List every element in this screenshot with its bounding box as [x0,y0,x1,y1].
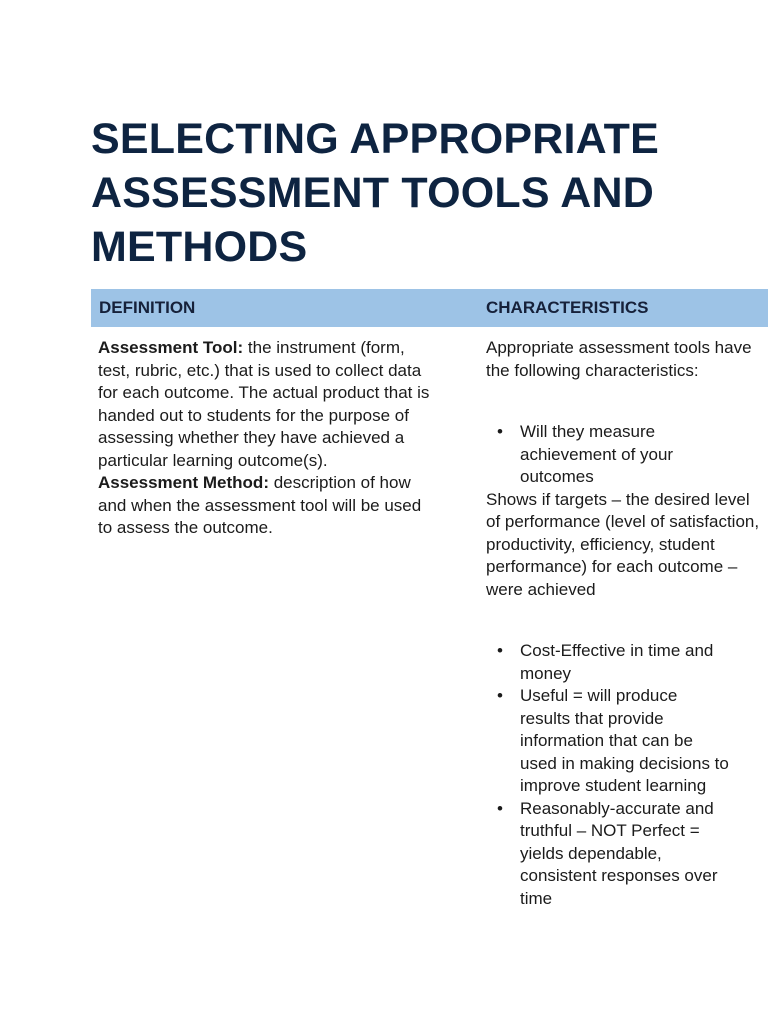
title-line: METHODS [91,223,308,271]
text-line: truthful – NOT Perfect = [520,821,700,840]
bullet-icon: • [497,641,503,660]
text-line: consistent responses over [520,866,718,885]
title-line: ASSESSMENT TOOLS AND [91,169,655,217]
text-line: money [520,663,572,683]
text-line: information that can be [520,731,693,750]
text-line: the instrument (form, [243,338,405,357]
text-line: Reasonably-accurate and [520,798,714,818]
assessment-tool-term: Assessment Tool: [98,338,244,357]
bullet-item-cost-effective [486,640,768,685]
characteristics-cell [486,337,768,910]
text-line: used in making decisions to [520,753,729,773]
text-line: Useful = will produce [520,686,678,705]
text-line: test, rubric, etc.) that is used to collect data [98,360,422,380]
text-line: time [520,888,553,908]
page-title [91,112,731,274]
text-line: productivity, efficiency, student [486,534,715,554]
text-line: handed out to students for the purpose of [98,405,409,425]
table-header-row [91,289,768,327]
assessment-method-term: Assessment Method: [98,473,269,492]
text-line: Cost-Effective in time and [520,641,714,660]
text-line: Appropriate assessment tools have [486,338,752,357]
spacer [486,382,768,421]
text-line: particular learning outcome(s). [98,450,328,470]
text-line: for each outcome. The actual product that is [98,383,430,402]
assessment-method-line [98,472,470,495]
bullet-item-measure [486,421,768,489]
bullet-icon: • [497,798,503,818]
text-line: the following characteristics: [486,360,699,380]
bullet-icon: • [497,422,503,441]
text-line: achievement of your [520,444,674,464]
text-line: to assess the outcome. [98,518,273,537]
title-line: SELECTING APPROPRIATE [91,115,660,163]
text-line: outcomes [520,467,594,486]
definition-header: DEFINITION [99,298,196,317]
text-line: and when the assessment tool will be used [98,495,422,515]
text-line: results that provide [520,708,664,728]
text-line: of performance (level of satisfaction, [486,512,760,531]
text-line: assessing whether they have achieved a [98,428,405,447]
text-line: were achieved [486,579,596,599]
characteristics-header: CHARACTERISTICS [486,298,649,317]
assessment-tool-line [98,337,470,360]
bullet-icon: • [497,686,503,705]
text-line: improve student learning [520,776,707,795]
spacer [486,601,768,640]
text-line: yields dependable, [520,843,662,863]
definition-cell [98,337,470,540]
text-line: description of how [268,473,411,492]
text-line: Will they measure [520,422,656,441]
text-line: performance) for each outcome – [486,557,738,576]
bullet-item-useful [486,685,768,798]
text-line: Shows if targets – the desired level [486,489,750,509]
bullet-item-accurate [486,798,768,911]
